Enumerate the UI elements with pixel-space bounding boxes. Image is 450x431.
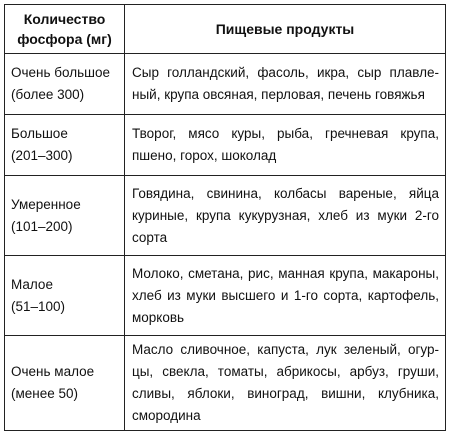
phosphorus-table [4,4,446,431]
amount-range: (101–200) [11,218,73,234]
amount-range: (51–100) [11,298,66,314]
table-row [5,54,446,115]
amount-cell [5,115,125,176]
amount-range: (более 300) [11,87,85,102]
header-row [5,5,446,54]
amount-range: (менее 50) [11,386,79,401]
foods-cell: Молоко, сметана, рис, манная крупа, макароны, хлеб из муки высшего и 1-го сорта, картофель, морковь [125,256,446,336]
table-row [5,115,446,176]
amount-level: Очень большое [11,65,110,80]
amount-cell [5,336,125,431]
header-food-products: Пищевые продукты [125,5,446,54]
foods-cell: Творог, мясо куры, рыба, гречневая крупа, пшено, горох, шоколад [125,115,446,176]
amount-range: (201–300) [11,148,73,163]
amount-level: Очень малое [11,364,95,379]
foods-cell: Сыр голландский, фасоль, икра, сыр плавле-ный, крупа овсяная, перловая, печень говяжья [125,54,446,115]
foods-cell: Масло сливочное, капуста, лук зеленый, огур-цы, свекла, томаты, абрикосы, арбуз, груши, сливы, яблоки, виноград, вишни, клубника, смородина [125,336,446,431]
amount-cell [5,54,125,115]
foods-cell: Говядина, свинина, колбасы вареные, яйца куриные, крупа кукурузная, хлеб из муки 2-го сорта [125,176,446,256]
amount-cell [5,256,125,336]
amount-level: Умеренное [11,196,81,212]
amount-cell [5,176,125,256]
amount-level: Малое [11,276,53,292]
table-row [5,176,446,256]
amount-level: Большое [11,126,68,141]
header-phosphorus-amount: Количество фосфора (мг) [5,5,125,54]
table-row [5,336,446,431]
table-row [5,256,446,336]
